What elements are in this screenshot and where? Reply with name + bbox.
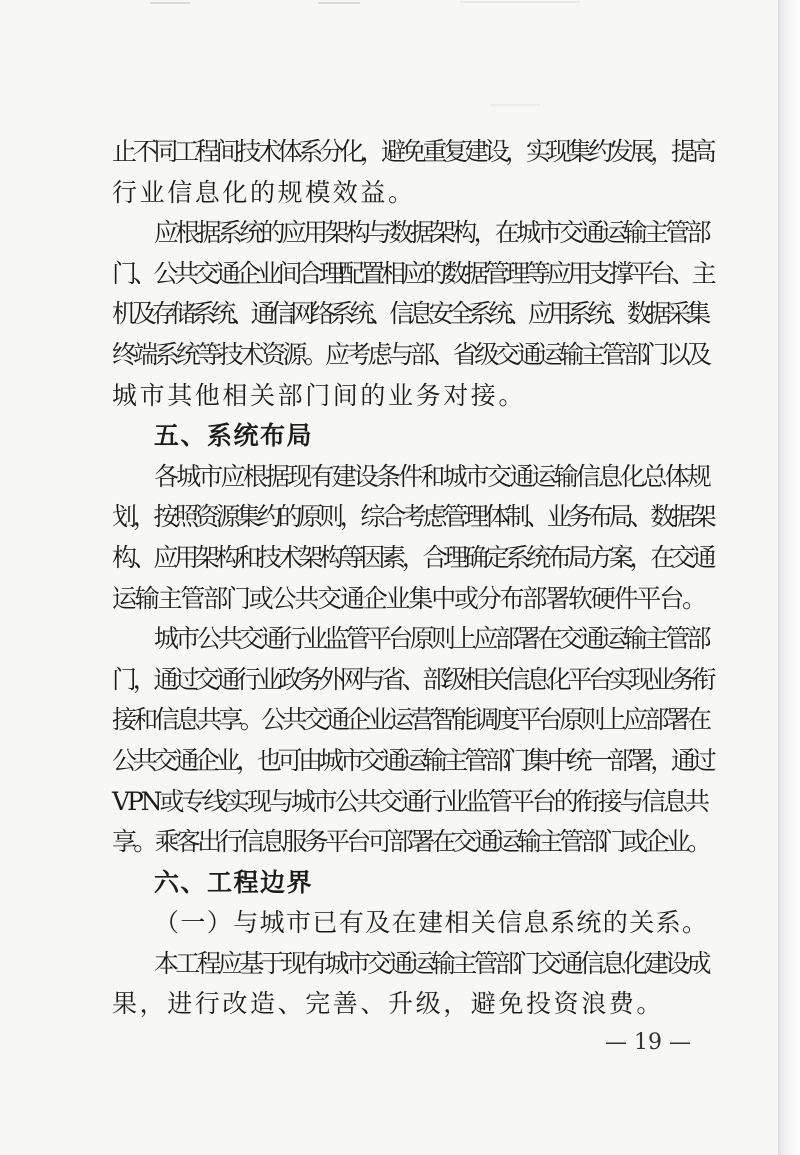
- text-line: 划，按照资源集约的原则，综合考虑管理体制、业务布局、数据架: [112, 502, 713, 532]
- text-line: 应根据系统的应用架构与数据架构，在城市交通运输主管部: [154, 218, 708, 248]
- text-line: 运输主管部门或公共交通企业集中或分布部署软硬件平台。: [112, 583, 705, 613]
- text-line: 本工程应基于现有城市交通运输主管部门交通信息化建设成: [154, 948, 708, 978]
- text-line: 享。乘客出行信息服务平台可部署在交通运输主管部门或企业。: [112, 827, 709, 857]
- page-edge-shadow: [778, 0, 800, 1155]
- scan-artifact: [460, 1, 580, 3]
- text-line: 门、公共交通企业间合理配置相应的数据管理等应用支撑平台、主: [112, 258, 713, 288]
- text-line: 构、应用架构和技术架构等因素，合理确定系统布局方案，在交通: [112, 542, 713, 572]
- text-line: 门，通过交通行业政务外网与省、部级相关信息化平台实现业务衔: [112, 664, 713, 694]
- text-line: 城市其他相关部门间的业务对接。: [112, 380, 527, 410]
- section-heading: 五、系统布局: [154, 421, 314, 451]
- text-line: 各城市应根据现有建设条件和城市交通运输信息化总体规: [154, 461, 710, 491]
- scan-artifact: [150, 2, 190, 4]
- text-line: 城市公共交通行业监管平台原则上应部署在交通运输主管部: [154, 624, 708, 654]
- text-line: 果，进行改造、完善、升级，避免投资浪费。: [112, 989, 665, 1019]
- text-line: 终端系统等技术资源。应考虑与部、省级交通运输主管部门以及: [112, 339, 709, 369]
- text-line: 机及存储系统、通信网络系统、信息安全系统、应用系统、数据采集: [112, 299, 707, 329]
- text-line: 接和信息共享。公共交通企业运营智能调度平台原则上应部署在: [112, 705, 709, 735]
- page-number: — 19 —: [605, 1030, 691, 1055]
- text-line: 止不同工程间技术体系分化，避免重复建设，实现集约发展，提高: [112, 137, 713, 166]
- text-line: VPN或专线实现与城市公共交通行业监管平台的衔接与信息共: [112, 786, 707, 816]
- scan-artifact: [318, 2, 360, 4]
- text-line: （一）与城市已有及在建相关信息系统的关系。: [154, 908, 709, 938]
- text-line: 行业信息化的规模效益。: [112, 177, 416, 207]
- text-line: 公共交通企业，也可由城市交通运输主管部门集中统一部署，通过: [112, 745, 713, 775]
- document-body: [112, 132, 712, 1025]
- section-heading: 六、工程边界: [154, 867, 314, 897]
- scan-artifact: [490, 104, 540, 106]
